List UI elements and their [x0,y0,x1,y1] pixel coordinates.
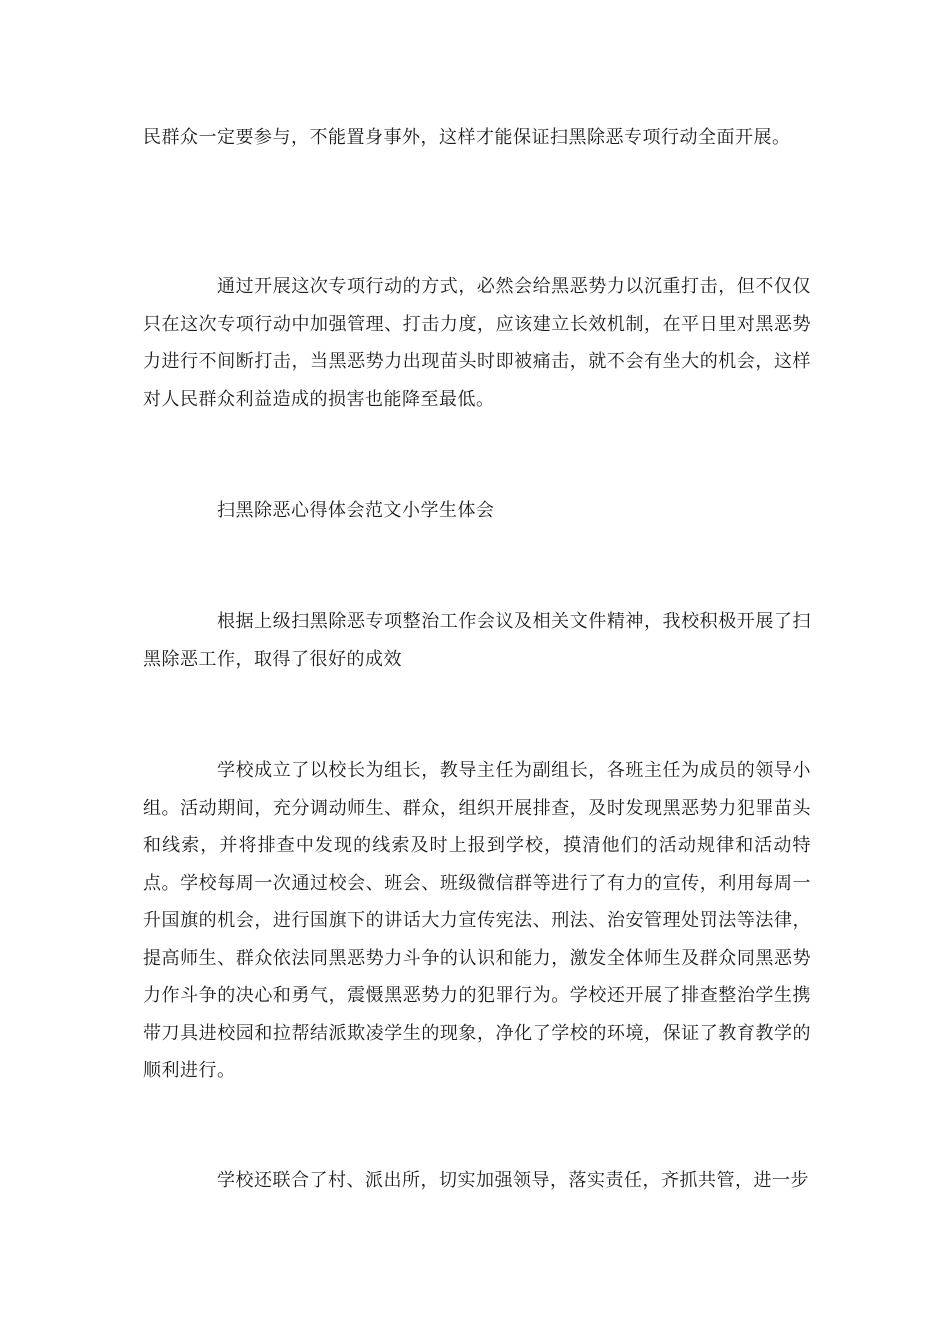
section-heading: 扫黑除恶心得体会范文小学生体会 [217,500,495,521]
paragraph-village-cooperation: 学校还联合了村、派出所，切实加强领导，落实责任，齐抓共管，进一步 [217,1170,809,1191]
paragraph-intro: 根据上级扫黑除恶专项整治工作会议及相关文件精神，我校积极开展了扫黑除恶工作，取得了很好的成效 [143,611,811,670]
paragraph-school-actions: 学校成立了以校长为组长，教导主任为副组长，各班主任为成员的领导小组。活动期间，充分调动师生、群众，组织开展排查，及时发现黑恶势力犯罪苗头和线索，并将排查中发现的线索及时上报到学校，摸清他们的活动规律和活动特点。学校每周一次通过校会、班会、班级微信群等进行了有力的宣传，利用每周一升国旗的机会，进行国旗下的讲话大力宣传宪法、刑法、治安管理处罚法等法律，提高师生、群众依法同黑恶势力斗争的认识和能力，激发全体师生及群众同黑恶势力作斗争的决心和勇气，震慑黑恶势力的犯罪行为。学校还开展了排查整治学生携带刀具进校园和拉帮结派欺凌学生的现象，净化了学校的环境，保证了教育教学的顺利进行。 [143,760,811,1081]
paragraph-long-term-mechanism: 通过开展这次专项行动的方式，必然会给黑恶势力以沉重打击，但不仅仅只在这次专项行动中加强管理、打击力度，应该建立长效机制，在平日里对黑恶势力进行不间断打击，当黑恶势力出现苗头时即被痛击，就不会有坐大的机会，这样对人民群众利益造成的损害也能降至最低。 [143,276,811,410]
paragraph-continuation: 民群众一定要参与，不能置身事外，这样才能保证扫黑除恶专项行动全面开展。 [143,127,791,148]
